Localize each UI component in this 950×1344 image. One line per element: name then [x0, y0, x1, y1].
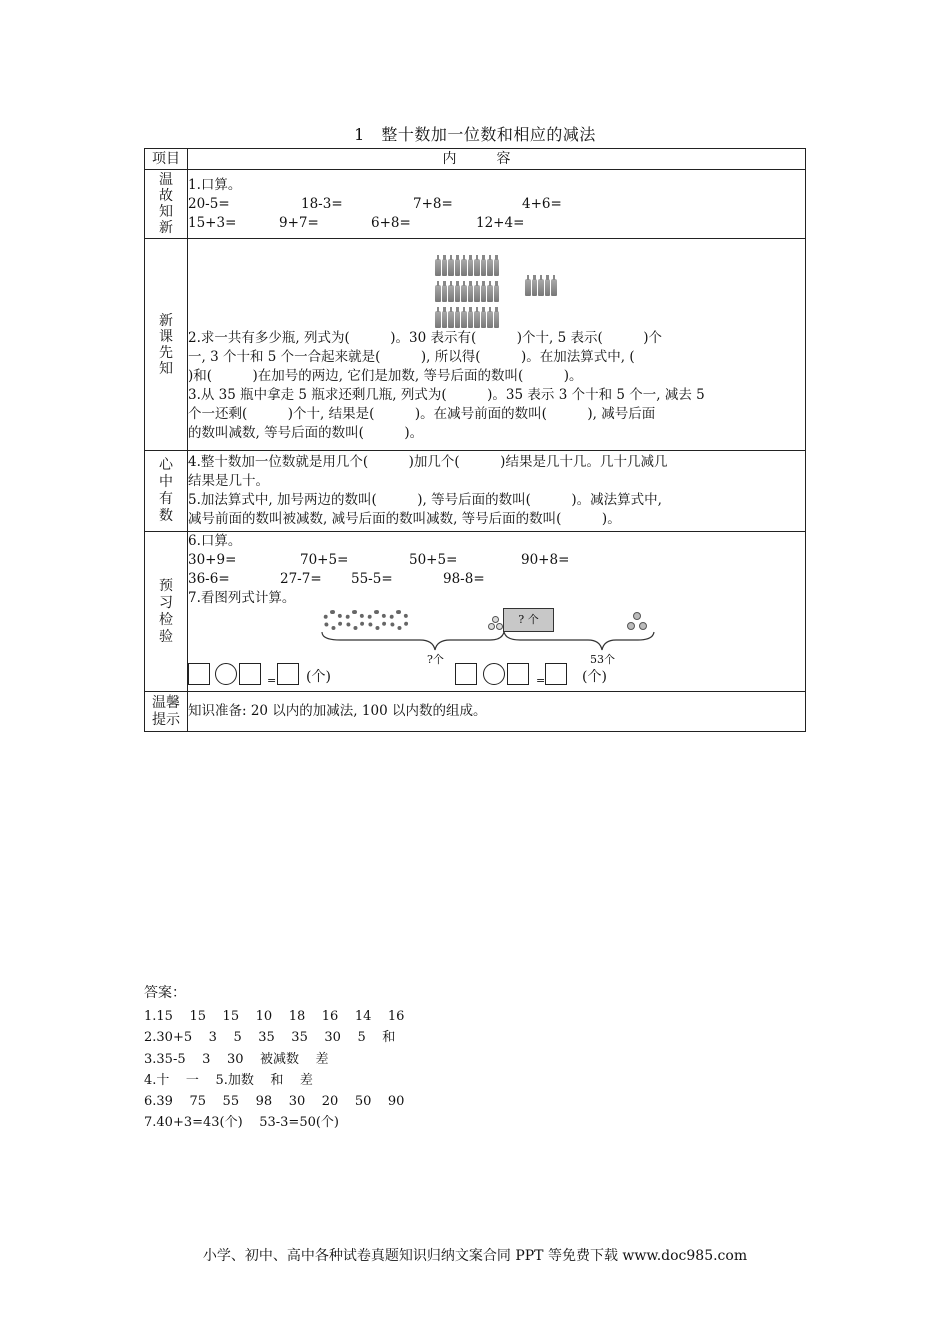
q6-item: 98-8= [443, 571, 485, 587]
q1-line1 [188, 195, 805, 214]
answer-box[interactable] [239, 663, 261, 685]
single-dot-icon [633, 612, 641, 620]
q3-line: 的数叫减数, 等号后面的数叫( )。 [188, 425, 424, 441]
bottle-group-five [525, 279, 558, 296]
q3-text [188, 386, 805, 443]
q1-item: 9+7= [279, 214, 319, 231]
row-review [145, 170, 806, 239]
label-review [145, 170, 188, 239]
q6-item: 90+8= [521, 552, 570, 568]
row-tip [145, 692, 806, 732]
answer-box[interactable] [455, 663, 477, 685]
operator-circle[interactable] [483, 663, 505, 685]
unknown-box: ? 个 [503, 608, 554, 632]
q1-line2 [188, 214, 805, 233]
header-content: 内容 [188, 149, 806, 170]
header-item: 项目 [145, 149, 188, 170]
label-text: 预习检验 [159, 577, 173, 645]
answer-box[interactable] [545, 663, 567, 685]
answer-line: 6.39 75 55 98 30 20 50 90 [144, 1094, 405, 1110]
q4-line: 4.整十数加一位数就是用几个( )加几个( )结果是几十几。几十几减几 [188, 454, 668, 470]
label-text: 心中有数 [159, 457, 173, 524]
label-text: 温馨提示 [152, 694, 180, 728]
q6-line2 [188, 570, 805, 589]
ring-of-ten-icon [323, 610, 343, 630]
ring-of-ten-icon [367, 610, 387, 630]
q6-item: 55-5= [351, 571, 393, 587]
worksheet-table [144, 148, 806, 732]
q3-line: 3.从 35 瓶中拿走 5 瓶求还剩几瓶, 列式为( )。35 表示 3 个十和 5 个一, 减去 5 [188, 387, 705, 403]
single-dot-icon [639, 622, 647, 630]
q6-item: 70+5= [300, 552, 349, 568]
q6-item: 36-6= [188, 571, 230, 587]
label-preview [145, 239, 188, 451]
q5-line: 减号前面的数叫被减数, 减号后面的数叫减数, 等号后面的数叫( )。 [188, 511, 621, 527]
label-summary [145, 451, 188, 532]
ring-of-ten-icon [345, 610, 365, 630]
bottle-row-ten [435, 285, 500, 302]
row-preview [145, 239, 806, 451]
answer-box[interactable] [277, 663, 299, 685]
bottles-image [188, 239, 805, 323]
answer-line: 3.35-5 3 30 被减数 差 [144, 1051, 329, 1067]
equals-sign: = [267, 674, 277, 687]
row-summary [145, 451, 806, 532]
ring-of-ten-icon [389, 610, 409, 630]
label-check [145, 532, 188, 692]
answers-section [144, 983, 404, 1133]
label-text: 温故知新 [159, 172, 173, 236]
single-dot-icon [627, 622, 635, 630]
q2-line: 2.求一共有多少瓶, 列式为( )。30 表示有( )个十, 5 表示( )个 [188, 330, 662, 346]
q1-item: 20-5= [188, 195, 230, 212]
q6-item: 50+5= [409, 552, 458, 568]
q6-item: 30+9= [188, 552, 237, 568]
operator-circle[interactable] [215, 663, 237, 685]
left-total-label: ?个 [427, 653, 444, 666]
worksheet-title: 1 整十数加一位数和相应的减法 [354, 125, 596, 144]
content-tip: 知识准备: 20 以内的加减法, 100 以内数的组成。 [188, 692, 806, 732]
unit-label: (个) [306, 669, 331, 685]
q1-title: 1.口算。 [188, 176, 242, 193]
q3-line: 个一还剩( )个十, 结果是( )。在减号前面的数叫( ), 减号后面 [188, 406, 656, 422]
single-dot-icon [492, 616, 499, 623]
unit-label: (个) [582, 669, 607, 685]
q1-item: 4+6= [522, 195, 562, 212]
q1-item: 12+4= [476, 214, 525, 231]
q6-item: 27-7= [280, 571, 322, 587]
content-review [188, 170, 806, 239]
q6-title: 6.口算。 [188, 533, 242, 549]
brace-icon [320, 630, 660, 652]
q7-title: 7.看图列式计算。 [188, 590, 296, 606]
answer-line: 1.15 15 15 10 18 16 14 16 [144, 1009, 405, 1025]
answer-line: 4.十 一 5.加数 和 差 [144, 1072, 313, 1088]
q2-line: )和( )在加号的两边, 它们是加数, 等号后面的数叫( )。 [188, 368, 583, 384]
q7-figure [188, 608, 805, 690]
q1-item: 6+8= [371, 214, 411, 231]
equals-sign: = [536, 674, 546, 687]
label-text: 新课先知 [159, 312, 173, 377]
table-header-row [145, 149, 806, 170]
q2-text [188, 329, 805, 386]
content-summary [188, 451, 806, 532]
right-total-label: 53个 [590, 653, 615, 666]
q2-line: 一, 3 个十和 5 个一合起来就是( ), 所以得( )。在加法算式中, ( [188, 349, 635, 365]
answer-box[interactable] [507, 663, 529, 685]
page-footer: 小学、初中、高中各种试卷真题知识归纳文案合同 PPT 等免费下载 www.doc985.com [202, 1248, 748, 1264]
answer-line: 7.40+3=43(个) 53-3=50(个) [144, 1115, 340, 1131]
q1-item: 7+8= [413, 195, 453, 212]
q5-line: 5.加法算式中, 加号两边的数叫( ), 等号后面的数叫( )。减法算式中, [188, 492, 662, 508]
q1-item: 15+3= [188, 214, 237, 231]
single-dot-icon [496, 623, 503, 630]
q1-item: 18-3= [301, 195, 343, 212]
row-check [145, 532, 806, 692]
content-check [188, 532, 806, 692]
answer-box[interactable] [188, 663, 210, 685]
q4-line: 结果是几十。 [188, 473, 269, 489]
answer-line: 2.30+5 3 5 35 35 30 5 和 [144, 1030, 396, 1046]
q6-line1 [188, 551, 805, 570]
answers-heading: 答案： [144, 985, 186, 1001]
label-tip [145, 692, 188, 732]
bottle-row-ten [435, 259, 500, 276]
content-preview [188, 239, 806, 451]
bottle-row-ten [435, 311, 500, 328]
single-dot-icon [488, 623, 495, 630]
